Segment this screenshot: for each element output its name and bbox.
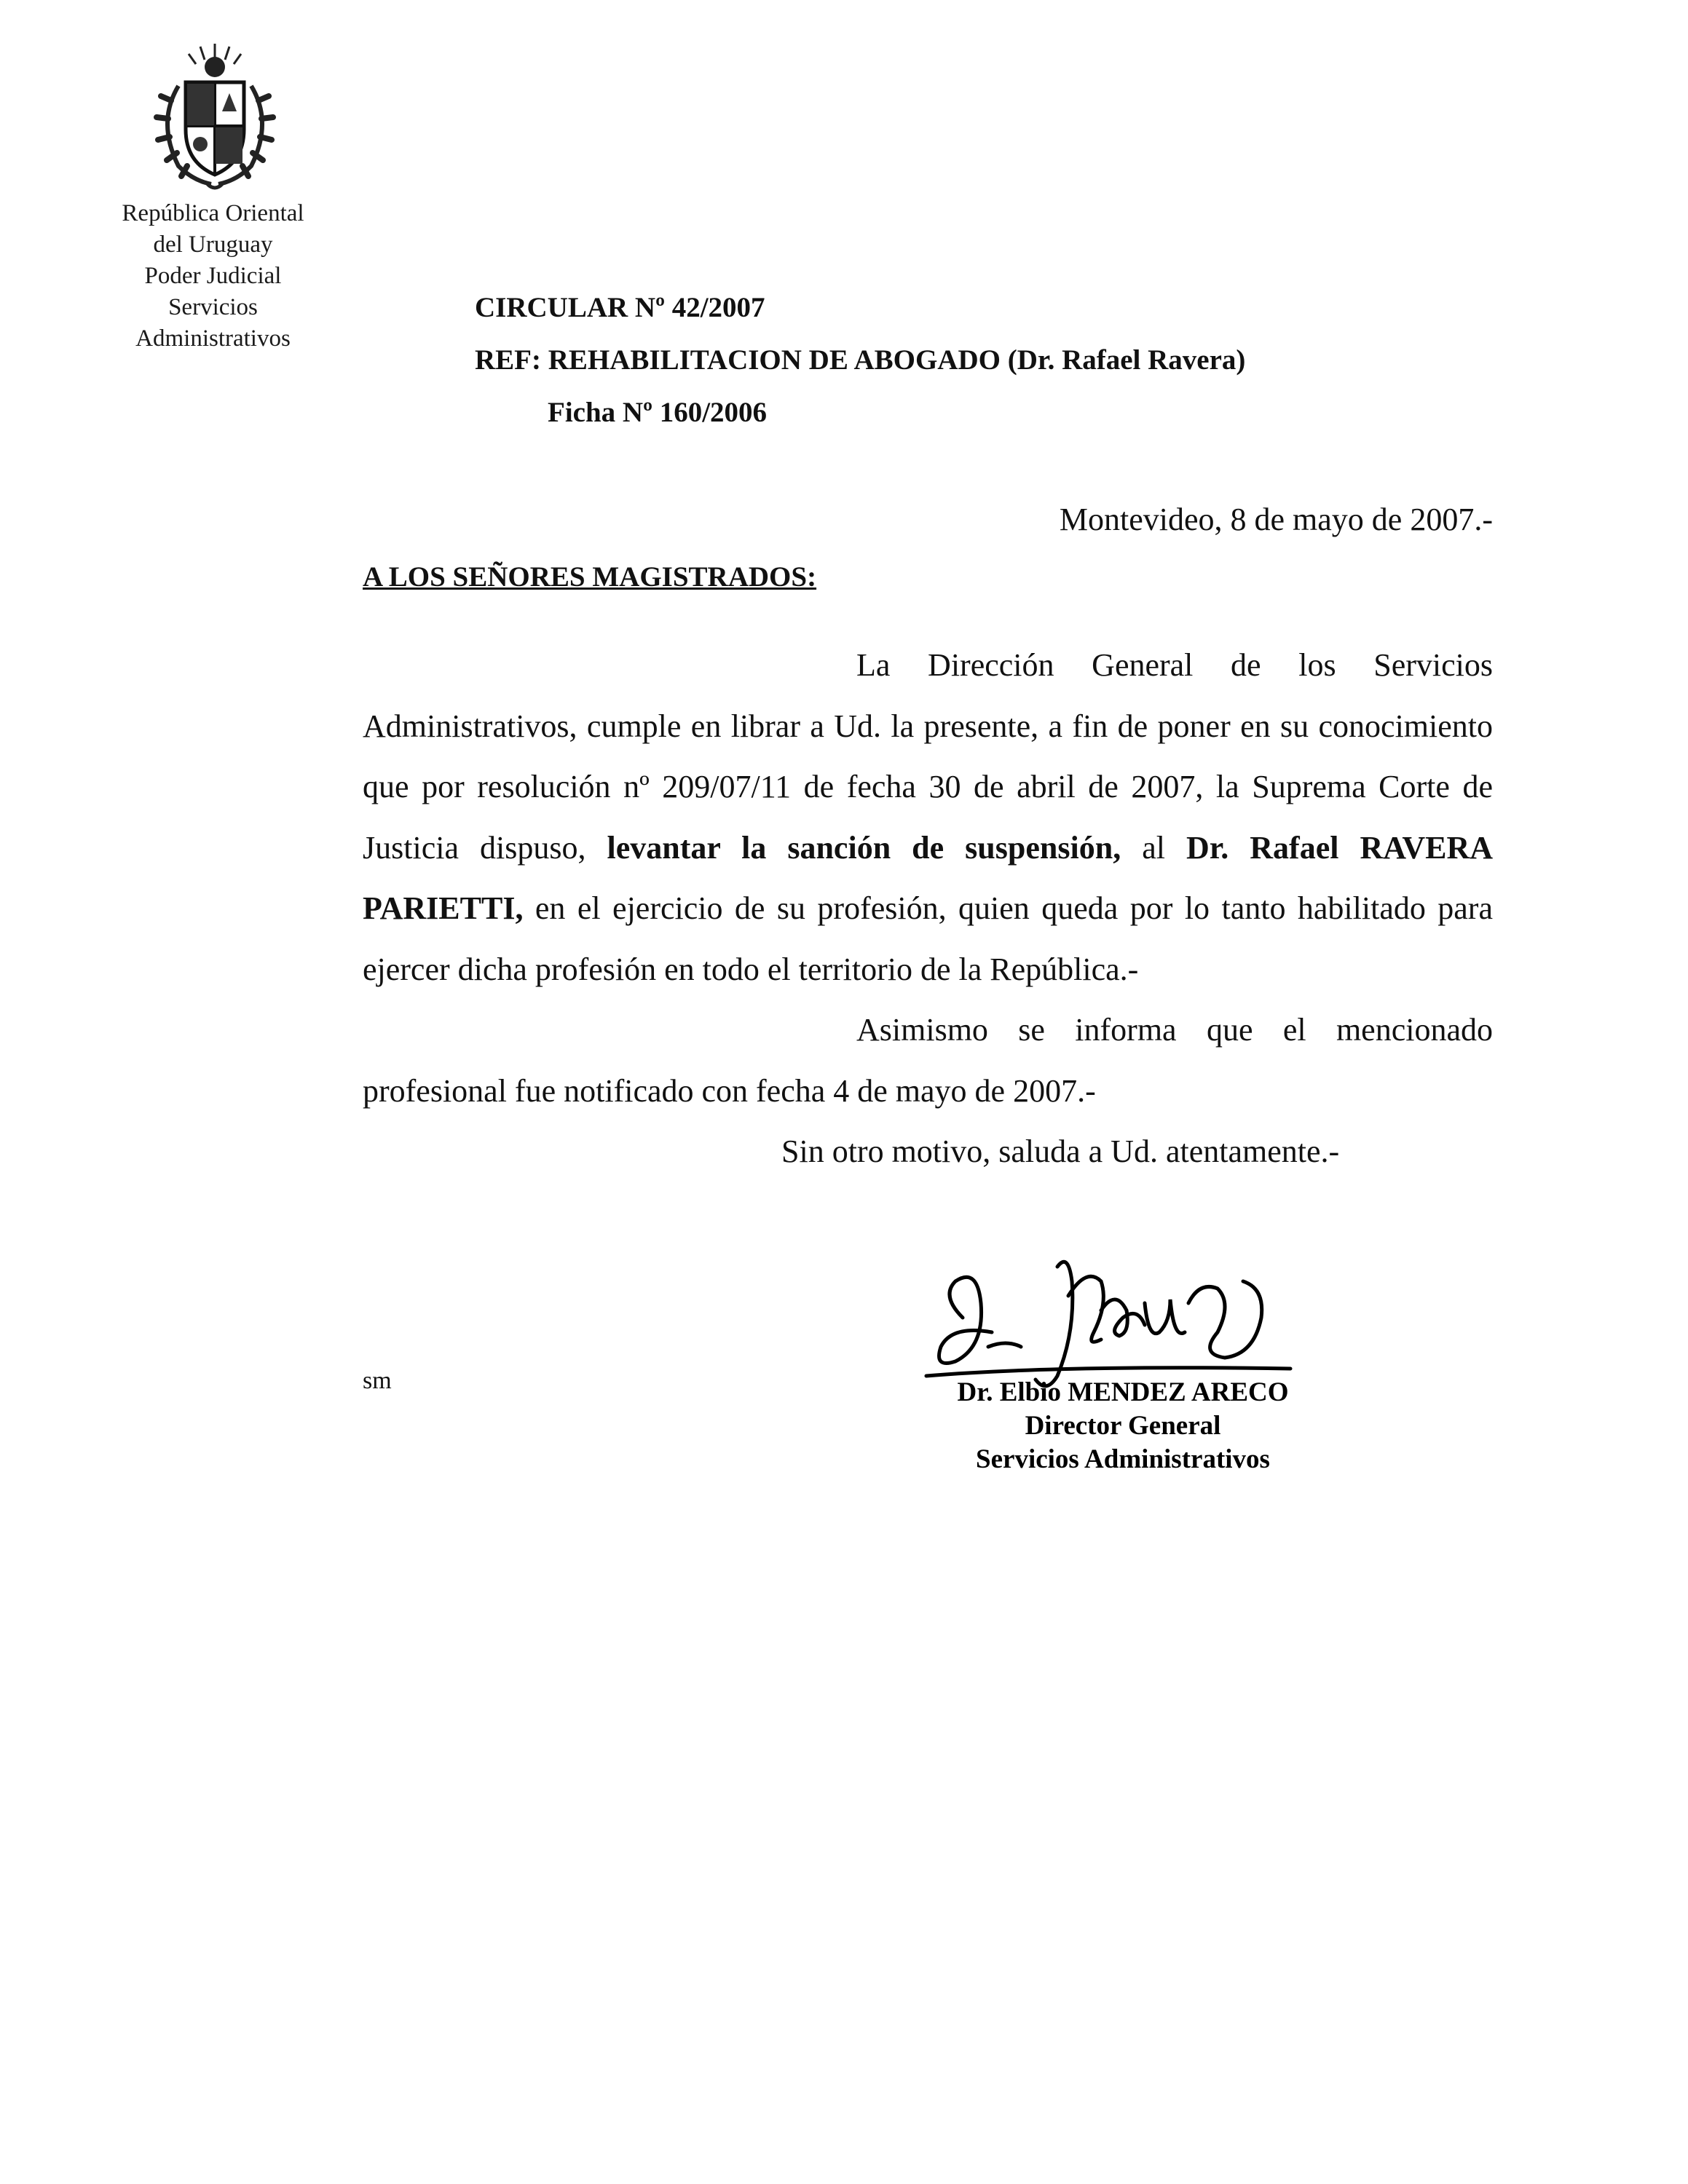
ficha-number: Ficha Nº 160/2006: [548, 397, 768, 428]
typist-initials: sm: [363, 1367, 392, 1394]
signer-name: Dr. Elbio MENDEZ ARECO: [957, 1377, 1289, 1407]
closing-line: Sin otro motivo, saluda a Ud. atentamente.-: [781, 1133, 1340, 1169]
uruguay-coat-of-arms-icon: [149, 42, 280, 191]
body-paragraph-2: Asimismo se informa que el mencionado profesional fue notificado con fecha 4 de mayo de 2007.-: [363, 1012, 1493, 1109]
date-line: Montevideo, 8 de mayo de 2007.-: [1059, 502, 1493, 537]
reference-line: REF: REHABILITACION DE ABOGADO (Dr. Rafael Ravera): [475, 344, 1246, 376]
letterhead-institution: [87, 198, 339, 355]
letterhead-line: del Uruguay: [153, 232, 273, 258]
signer-title: Director General: [1025, 1411, 1221, 1441]
signer-department: Servicios Administrativos: [976, 1444, 1270, 1474]
circular-number: CIRCULAR Nº 42/2007: [475, 292, 765, 323]
signature-block: [912, 1238, 1334, 1492]
letterhead-line: República Oriental: [122, 200, 304, 226]
letterhead-line: Poder Judicial: [144, 263, 282, 289]
signer-details: [912, 1376, 1334, 1476]
bold-phrase: levantar la sanción de suspensión,: [607, 829, 1121, 866]
salutation: A LOS SEÑORES MAGISTRADOS:: [363, 561, 817, 593]
letterhead-line: Administrativos: [135, 325, 291, 352]
body-paragraph-1: La Dirección General de los Servicios Administrativos, cumple en librar a Ud. la presente, a fin de poner en su conocimiento que por resolución nº 209/07/11 de fecha 30 de abril de 2007, la Suprema Corte de Justicia dispuso, levantar la sanción de suspensión, al Dr. Rafael RAVERA PARIETTI, en el ejercicio de su profesión, quien queda por lo tanto habilitado para ejercer dicha profesión en todo el territorio de la República.-: [363, 647, 1494, 987]
lawyer-name: Dr. Rafael RAVERA PARIETTI,: [363, 829, 1494, 926]
letterhead-line: Servicios: [168, 294, 258, 320]
letter-body: [363, 635, 1493, 1182]
